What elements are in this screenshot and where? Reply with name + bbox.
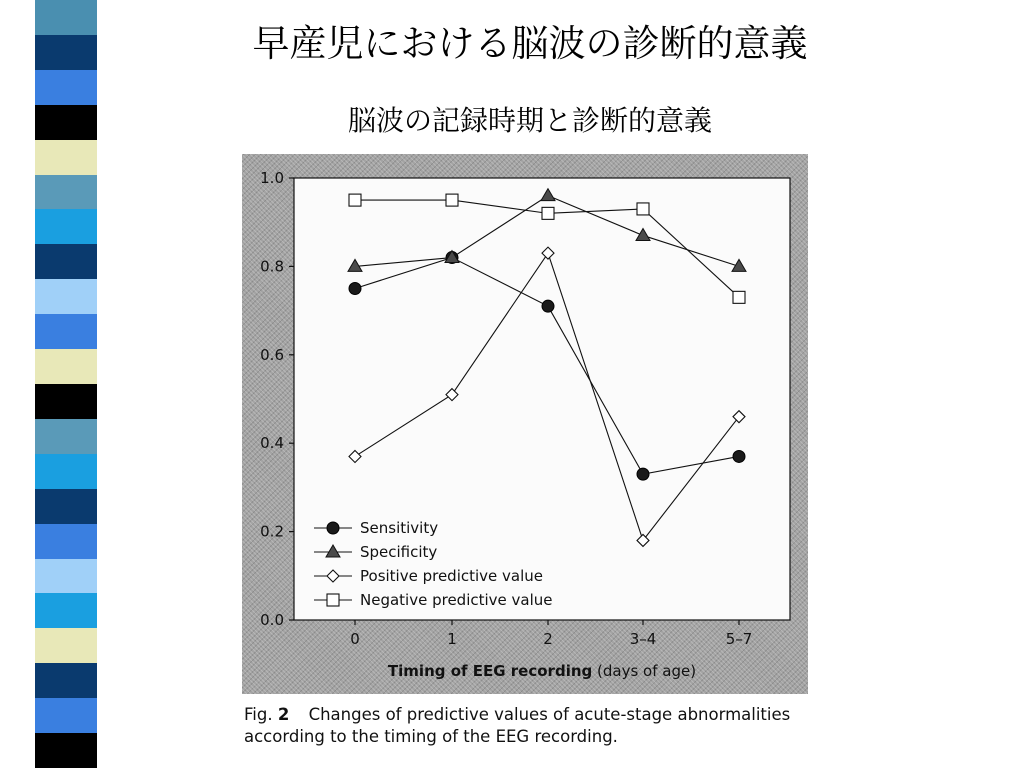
point-negative-predictive-value (542, 207, 554, 219)
stripe-6 (35, 209, 97, 244)
y-tick-label: 0.0 (260, 611, 284, 629)
stripe-11 (35, 384, 97, 419)
stripe-19 (35, 663, 97, 698)
caption-number: 2 (277, 705, 290, 724)
stripe-9 (35, 314, 97, 349)
point-negative-predictive-value (733, 291, 745, 303)
stripe-3 (35, 105, 97, 140)
legend-marker-sensitivity (327, 522, 339, 534)
slide-title: 早産児における脳波の診断的意義 (252, 22, 808, 65)
x-tick-label: 1 (447, 630, 457, 648)
point-sensitivity (637, 468, 649, 480)
y-tick-label: 1.0 (260, 169, 284, 187)
caption-label: Fig. (244, 705, 273, 724)
y-tick-label: 0.2 (260, 522, 284, 541)
stripe-5 (35, 175, 97, 210)
x-axis-label: Timing of EEG recording (days of age) (387, 662, 697, 680)
legend-label-sensitivity: Sensitivity (360, 519, 439, 537)
stripe-4 (35, 140, 97, 175)
x-tick-label: 0 (350, 630, 360, 648)
point-negative-predictive-value (446, 194, 458, 206)
stripe-0 (35, 0, 97, 35)
stripe-18 (35, 628, 97, 663)
caption-text: Changes of predictive values of acute-stage abnormalities according to the timing of the EEG recording. (244, 705, 791, 746)
stripe-12 (35, 419, 97, 454)
stripe-8 (35, 279, 97, 314)
y-tick-label: 0.4 (260, 434, 284, 453)
stripe-1 (35, 35, 97, 70)
legend-label-positive-predictive-value: Positive predictive value (360, 567, 544, 585)
stripe-21 (35, 733, 97, 768)
stripe-13 (35, 454, 97, 489)
y-tick-label: 0.6 (260, 345, 284, 364)
legend-label-negative-predictive-value: Negative predictive value (360, 591, 553, 609)
stripe-20 (35, 698, 97, 733)
y-tick-label: 0.8 (260, 257, 284, 276)
line-chart (242, 154, 808, 694)
point-negative-predictive-value (349, 194, 361, 206)
decorative-stripe-bar (35, 0, 97, 768)
point-sensitivity (349, 283, 361, 295)
figure-caption (244, 704, 814, 748)
stripe-15 (35, 524, 97, 559)
legend-marker-negative-predictive-value (327, 594, 339, 606)
point-negative-predictive-value (637, 203, 649, 215)
point-sensitivity (733, 450, 745, 462)
x-tick-label: 3–4 (629, 630, 657, 648)
legend-label-specificity: Specificity (360, 543, 438, 561)
stripe-2 (35, 70, 97, 105)
stripe-14 (35, 489, 97, 524)
stripe-10 (35, 349, 97, 384)
point-sensitivity (542, 300, 554, 312)
x-tick-label: 2 (543, 630, 553, 648)
stripe-16 (35, 559, 97, 594)
stripe-17 (35, 593, 97, 628)
stripe-7 (35, 244, 97, 279)
chart-figure (242, 154, 808, 694)
slide-subtitle: 脳波の記録時期と診断的意義 (347, 104, 712, 137)
x-tick-label: 5–7 (725, 630, 753, 648)
